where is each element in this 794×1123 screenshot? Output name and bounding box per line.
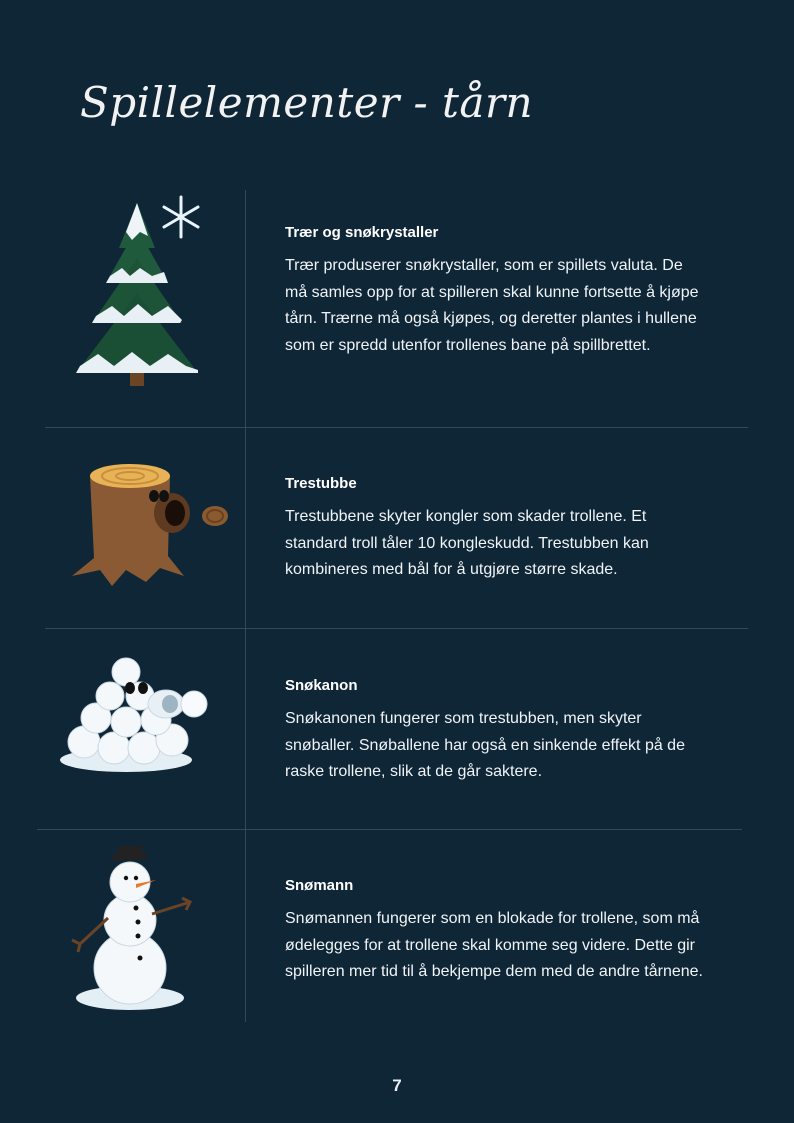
page-title: Spillelementer - tårn [80, 78, 534, 127]
list-item [285, 475, 705, 584]
snowy-tree-icon [60, 188, 220, 398]
list-item [285, 877, 705, 986]
list-item [285, 677, 705, 786]
item-title: Trestubbe [285, 475, 357, 492]
item-description: Snømannen fungerer som en blokade for trollene, som må ødelegges for at trollene skal komme seg videre. Dette gir spilleren mer tid til å bekjempe dem med de andre tårnene. [285, 910, 703, 980]
row-divider [45, 427, 748, 428]
item-title: Snøkanon [285, 677, 358, 694]
item-title: Trær og snøkrystaller [285, 224, 439, 241]
list-item [285, 224, 705, 359]
snow-cannon-icon [58, 652, 218, 792]
item-description: Trær produserer snøkrystaller, som er spillets valuta. De må samles opp for at spilleren skal kunne fortsette å kjøpe tårn. Trærne må også kjøpes, og deretter plantes i hullene som er spredd utenfor trollenes bane på spillbrettet. [285, 257, 699, 354]
tree-stump-icon [60, 458, 235, 598]
item-description: Snøkanonen fungerer som trestubben, men skyter snøballer. Snøballene har også en sinkende effekt på de raske trollene, slik at de går saktere. [285, 710, 685, 780]
snowman-icon [64, 846, 204, 1026]
page-number: 7 [392, 1076, 402, 1095]
item-description: Trestubbene skyter kongler som skader trollene. Et standard troll tåler 10 kongleskudd. Trestubben kan kombineres med bål for å utgjøre større skade. [285, 508, 649, 578]
row-divider [37, 829, 742, 830]
row-divider [45, 628, 748, 629]
item-title: Snømann [285, 877, 354, 894]
vertical-divider [245, 190, 246, 1022]
